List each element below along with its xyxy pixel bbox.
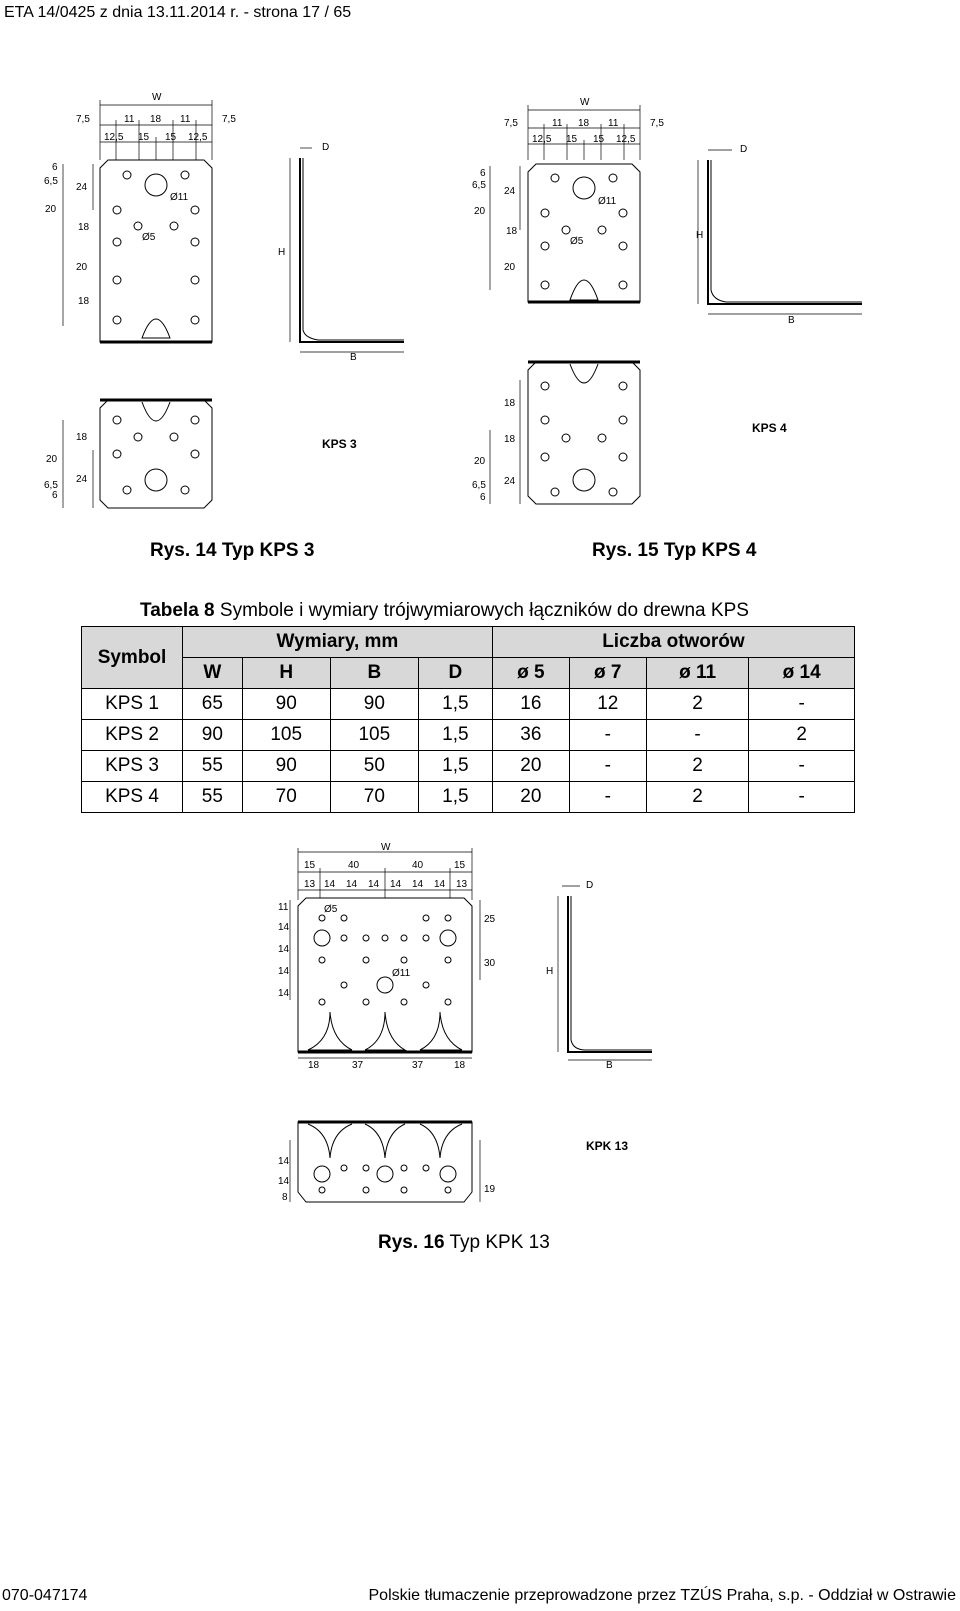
kps3-label: KPS 3 bbox=[322, 437, 357, 451]
col-header: ø 14 bbox=[749, 658, 855, 689]
kps4-dim: 7,5 bbox=[650, 118, 664, 129]
kps3-dim: 24 bbox=[76, 182, 88, 193]
kps3-plate bbox=[100, 160, 212, 342]
table-cell: - bbox=[646, 720, 749, 751]
kps4-dim: 18 bbox=[504, 434, 516, 445]
kps4-dim: 6 bbox=[480, 492, 486, 503]
kps3-dim: 18 bbox=[76, 432, 88, 443]
kpk13-dim: 14 bbox=[412, 879, 424, 890]
kpk13-dim: 13 bbox=[304, 879, 316, 890]
kps3-dim: 20 bbox=[76, 262, 88, 273]
table-cell: 55 bbox=[183, 751, 243, 782]
kps3-dim: 15 bbox=[165, 132, 177, 143]
kps3-dim: 7,5 bbox=[76, 114, 90, 125]
kps4-dim: 18 bbox=[578, 118, 590, 129]
table-cell: - bbox=[749, 751, 855, 782]
kps4-dim: 7,5 bbox=[504, 118, 518, 129]
kpk13-dim: 14 bbox=[278, 988, 290, 999]
kpk13-dim: 15 bbox=[454, 860, 466, 871]
table-cell: 2 bbox=[646, 782, 749, 813]
kpk13-dim: 14 bbox=[390, 879, 402, 890]
table-cell: - bbox=[749, 689, 855, 720]
dimensions-table bbox=[81, 626, 855, 813]
holes-group-header: Liczba otworów bbox=[492, 627, 854, 658]
kpk13-dim: 14 bbox=[346, 879, 358, 890]
kpk13-label: KPK 13 bbox=[586, 1139, 629, 1153]
kps3-hole-label: Ø11 bbox=[170, 192, 189, 203]
kpk13-dim: 19 bbox=[484, 1184, 496, 1195]
kps3-dim-b: B bbox=[350, 352, 357, 363]
kps4-dim: 6,5 bbox=[472, 480, 486, 491]
kps3-hole-label: Ø5 bbox=[142, 232, 156, 243]
col-header: H bbox=[242, 658, 330, 689]
kpk13-dim: 14 bbox=[278, 966, 290, 977]
table-cell: - bbox=[569, 720, 646, 751]
table-cell: - bbox=[569, 782, 646, 813]
caption-kps4-text: 15 Typ KPS 4 bbox=[637, 540, 757, 561]
caption-kpk13-text: Typ KPK 13 bbox=[449, 1232, 550, 1253]
kps4-dim: 12,5 bbox=[616, 134, 636, 145]
table-cell: 90 bbox=[242, 689, 330, 720]
kps3-dim: 24 bbox=[76, 474, 88, 485]
kps4-dim-d: D bbox=[740, 144, 748, 155]
kps3-drawing bbox=[0, 80, 470, 520]
col-header: D bbox=[418, 658, 492, 689]
kps4-drawing bbox=[460, 80, 880, 520]
kps4-dim: 20 bbox=[474, 206, 486, 217]
table-cell: 105 bbox=[330, 720, 418, 751]
kps4-dim: 20 bbox=[474, 456, 486, 467]
kpk13-dim: 14 bbox=[368, 879, 380, 890]
kpk13-hole-label: Ø11 bbox=[392, 968, 411, 979]
col-header: ø 5 bbox=[492, 658, 569, 689]
kpk13-dim: 30 bbox=[484, 958, 496, 969]
kpk13-dim: 18 bbox=[454, 1060, 466, 1071]
table-cell: 105 bbox=[242, 720, 330, 751]
kps4-dim-b: B bbox=[788, 315, 795, 326]
table-cell: - bbox=[569, 751, 646, 782]
kps4-dim: 12,5 bbox=[532, 134, 552, 145]
col-header: B bbox=[330, 658, 418, 689]
table-cell: - bbox=[749, 782, 855, 813]
kps4-dim: 6,5 bbox=[472, 180, 486, 191]
caption-kps4-prefix: Rys. bbox=[592, 540, 633, 561]
kps3-dim: 20 bbox=[46, 454, 58, 465]
caption-kps4 bbox=[592, 540, 756, 562]
table-row bbox=[82, 751, 855, 782]
col-header: W bbox=[183, 658, 243, 689]
table-cell: 20 bbox=[492, 782, 569, 813]
kps4-label: KPS 4 bbox=[752, 421, 787, 435]
kpk13-dim: 37 bbox=[412, 1060, 424, 1071]
kpk13-dim: 40 bbox=[412, 860, 424, 871]
table-title-text: Symbole i wymiary trójwymiarowych łączników do drewna KPS bbox=[219, 600, 749, 621]
table-row bbox=[82, 782, 855, 813]
kps4-dim: 15 bbox=[566, 134, 578, 145]
kps4-hole-label: Ø5 bbox=[570, 236, 584, 247]
kpk13-dim-d: D bbox=[586, 880, 594, 891]
kpk13-dim-b: B bbox=[606, 1060, 613, 1071]
caption-kpk13 bbox=[378, 1232, 550, 1254]
table-cell: 90 bbox=[330, 689, 418, 720]
table-title bbox=[140, 600, 749, 622]
kps4-dim: 11 bbox=[608, 118, 619, 129]
table-title-prefix: Tabela 8 bbox=[140, 600, 215, 621]
kps4-hole-label: Ø11 bbox=[598, 196, 617, 207]
kpk13-dim: 15 bbox=[304, 860, 316, 871]
kps4-dim: 24 bbox=[504, 186, 516, 197]
kps4-dim: 11 bbox=[552, 118, 563, 129]
kps4-dim: 20 bbox=[504, 262, 516, 273]
kps4-dim-w: W bbox=[580, 97, 590, 108]
kps4-dim: 15 bbox=[593, 134, 605, 145]
kpk13-dim: 14 bbox=[278, 944, 290, 955]
table-cell: 36 bbox=[492, 720, 569, 751]
kps3-dim-w: W bbox=[152, 92, 162, 103]
kpk13-dim: 14 bbox=[324, 879, 336, 890]
kps3-dim: 20 bbox=[45, 204, 57, 215]
table-row bbox=[82, 720, 855, 751]
kps3-dim: 6,5 bbox=[44, 176, 58, 187]
footer-translation-note: Polskie tłumaczenie przeprowadzone przez TZÚS Praha, s.p. - Oddział w Ostrawie bbox=[368, 1587, 956, 1604]
table-cell: 1,5 bbox=[418, 782, 492, 813]
kps4-dim: 18 bbox=[506, 226, 518, 237]
caption-kps3-text: Typ KPS 3 bbox=[221, 540, 315, 561]
kps3-dim: 12,5 bbox=[188, 132, 208, 143]
caption-kps3 bbox=[150, 540, 314, 562]
table-cell: 20 bbox=[492, 751, 569, 782]
kpk13-dim-h: H bbox=[546, 966, 554, 977]
kpk13-dim: 25 bbox=[484, 914, 496, 925]
kps4-dim: 18 bbox=[504, 398, 516, 409]
col-header: ø 7 bbox=[569, 658, 646, 689]
kpk13-dim-w: W bbox=[381, 842, 391, 853]
table-row bbox=[82, 689, 855, 720]
table-cell: 1,5 bbox=[418, 720, 492, 751]
table-cell: 50 bbox=[330, 751, 418, 782]
kpk13-dim: 14 bbox=[278, 1176, 290, 1187]
table-cell: 1,5 bbox=[418, 689, 492, 720]
kpk13-dim: 8 bbox=[282, 1192, 288, 1203]
table-cell: 90 bbox=[242, 751, 330, 782]
kps3-dim: 11 bbox=[124, 114, 135, 125]
caption-kpk13-prefix: Rys. 16 bbox=[378, 1232, 445, 1253]
kps3-dims-top bbox=[100, 100, 212, 160]
kpk13-dim: 13 bbox=[456, 879, 468, 890]
kps3-dim: 11 bbox=[180, 114, 191, 125]
table-cell: 12 bbox=[569, 689, 646, 720]
col-header: ø 11 bbox=[646, 658, 749, 689]
kpk13-dim: 14 bbox=[278, 1156, 290, 1167]
kps3-dim-h: H bbox=[278, 247, 286, 258]
table-cell: 55 bbox=[183, 782, 243, 813]
caption-kps3-prefix: Rys. 14 bbox=[150, 540, 217, 561]
kps4-dim-h: H bbox=[696, 230, 704, 241]
kps3-dim: 6 bbox=[52, 162, 58, 173]
dims-group-header: Wymiary, mm bbox=[183, 627, 493, 658]
kpk13-dim: 14 bbox=[434, 879, 446, 890]
table-cell: 70 bbox=[242, 782, 330, 813]
kpk13-dim: 40 bbox=[348, 860, 360, 871]
kps4-dim: 6 bbox=[480, 168, 486, 179]
kps3-dim: 15 bbox=[138, 132, 150, 143]
kps3-dim-d: D bbox=[322, 142, 330, 153]
table-cell: KPS 3 bbox=[82, 751, 183, 782]
table-cell: 70 bbox=[330, 782, 418, 813]
page-header: ETA 14/0425 z dnia 13.11.2014 r. - strona 17 / 65 bbox=[4, 4, 352, 21]
table-cell: KPS 1 bbox=[82, 689, 183, 720]
kpk13-dim: 18 bbox=[308, 1060, 320, 1071]
table-cell: 1,5 bbox=[418, 751, 492, 782]
kpk13-hole-label: Ø5 bbox=[324, 904, 338, 915]
kps3-side-view bbox=[300, 158, 404, 342]
table-cell: 16 bbox=[492, 689, 569, 720]
kpk13-dim: 11 bbox=[278, 902, 289, 913]
kps3-dim: 12,5 bbox=[104, 132, 124, 143]
kps3-dim: 18 bbox=[78, 222, 90, 233]
table-cell: 2 bbox=[646, 689, 749, 720]
kpk13-dim: 14 bbox=[278, 922, 290, 933]
table-cell: KPS 2 bbox=[82, 720, 183, 751]
table-cell: KPS 4 bbox=[82, 782, 183, 813]
table-cell: 2 bbox=[749, 720, 855, 751]
table-cell: 65 bbox=[183, 689, 243, 720]
kps4-dim: 24 bbox=[504, 476, 516, 487]
kps3-dim: 18 bbox=[150, 114, 162, 125]
kps3-dim: 6 bbox=[52, 490, 58, 501]
kps3-dim: 18 bbox=[78, 296, 90, 307]
symbol-header: Symbol bbox=[82, 627, 183, 689]
table-cell: 2 bbox=[646, 751, 749, 782]
footer-doc-number: 070-047174 bbox=[2, 1587, 88, 1604]
kpk13-drawing bbox=[240, 840, 700, 1220]
kps3-dim: 7,5 bbox=[222, 114, 236, 125]
table-cell: 90 bbox=[183, 720, 243, 751]
kpk13-dim: 37 bbox=[352, 1060, 364, 1071]
kps3-dim: 6,5 bbox=[44, 480, 58, 491]
